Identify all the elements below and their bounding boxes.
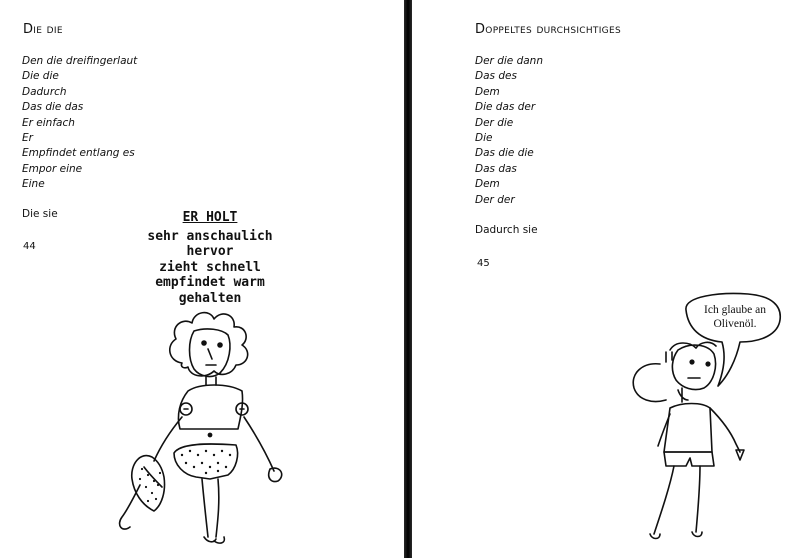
poem-line: Das des — [475, 70, 517, 83]
handwritten-line: hervor — [186, 244, 234, 259]
right-page-title: Doppeltes durchsichtiges — [475, 22, 621, 37]
handwritten-line: sehr anschaulich — [147, 228, 273, 244]
right-page-number: 45 — [477, 258, 490, 269]
handwritten-line: gehalten — [178, 290, 242, 306]
poem-line: Das die die — [475, 147, 534, 160]
handwritten-line: zieht schnell — [159, 259, 261, 275]
left-page-number: 44 — [23, 241, 36, 252]
woman-drawing — [110, 305, 310, 555]
poem-line: Empfindet entlang es — [22, 147, 135, 160]
poem-line: Empor eine — [22, 162, 83, 175]
poem-line: Dem — [475, 85, 500, 98]
left-closing-line: Die sie — [22, 208, 58, 220]
right-closing-line: Dadurch sie — [475, 224, 538, 236]
left-page-title: Die die — [23, 22, 63, 37]
poem-line: Den die dreifingerlaut — [22, 55, 138, 67]
poem-line: Er — [22, 132, 33, 145]
right-poem — [475, 54, 543, 208]
bubble-line: Ich glaube an — [704, 304, 766, 316]
poem-line: Dadurch — [22, 85, 67, 98]
handwritten-caption — [135, 210, 285, 306]
handwritten-heading: ER HOLT — [182, 210, 238, 225]
poem-line: Eine — [22, 178, 45, 191]
bubble-line: Olivenöl. — [713, 318, 757, 330]
poem-line: Das das — [475, 162, 517, 175]
handwritten-line: empfindet warm — [155, 275, 265, 290]
speech-bubble-text — [690, 303, 780, 331]
poem-line: Dem — [475, 178, 500, 191]
poem-line: Der die — [475, 116, 514, 129]
book-gutter — [404, 0, 412, 558]
poem-line: Die das der — [475, 101, 536, 114]
poem-line: Der der — [475, 193, 515, 206]
left-poem — [22, 54, 137, 193]
poem-line: Das die das — [22, 101, 84, 114]
poem-line: Er einfach — [22, 116, 75, 129]
poem-line: Die — [475, 132, 493, 145]
poem-line: Die die — [22, 70, 59, 83]
poem-line: Der die dann — [475, 55, 543, 67]
